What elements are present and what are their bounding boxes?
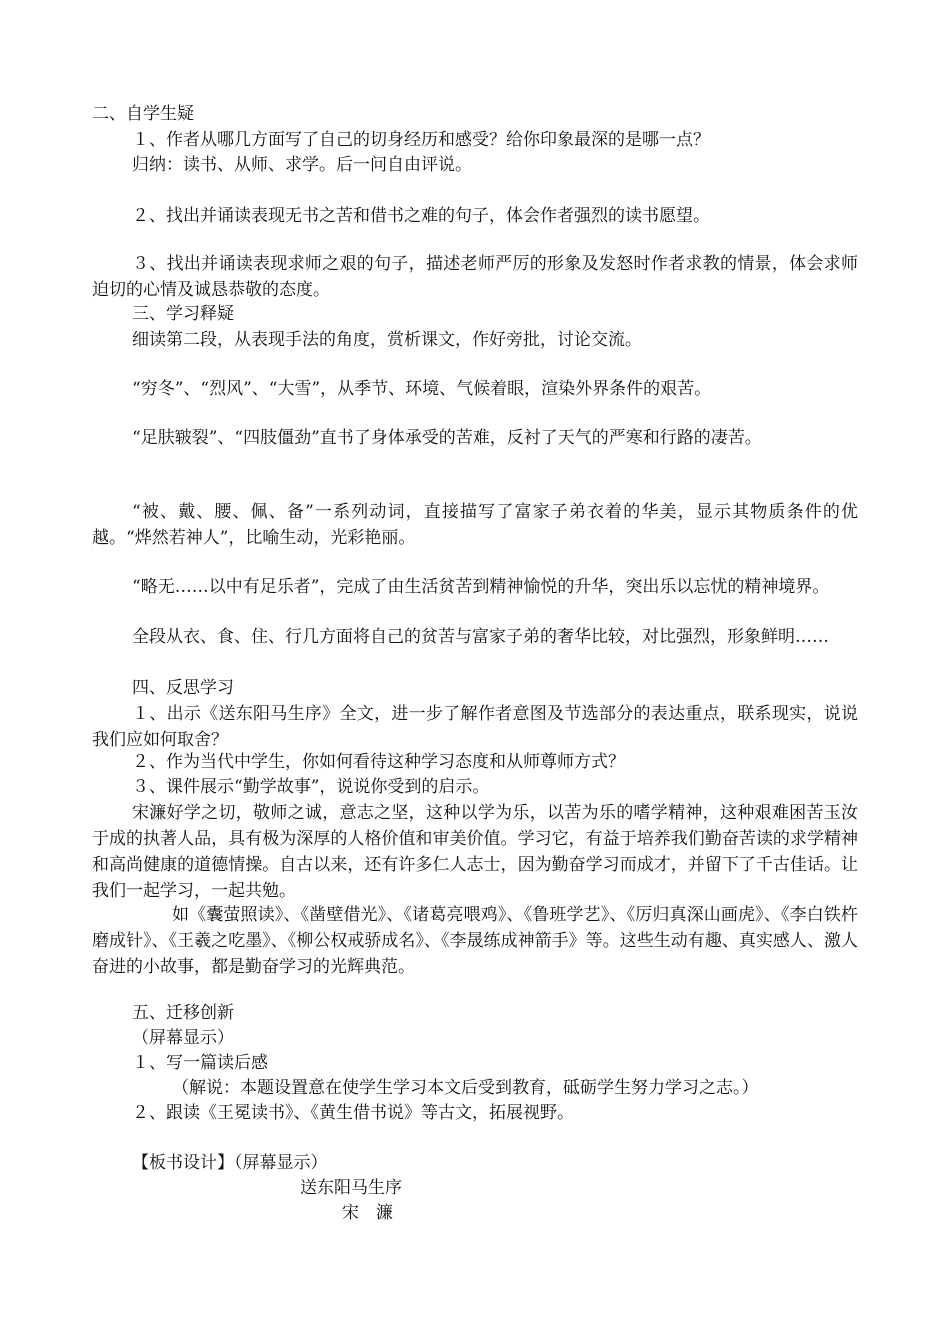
section-4-paragraph-2: 如《囊萤照读》、《凿壁借光》、《诸葛亮喂鸡》、《鲁班学艺》、《厉归真深山画虎》、《李白铁杵磨成针》、《王羲之吃墨》、《柳公权戒骄成名》、《李晟练成神箭手》等。这些生动有趣、真实感人、激人奋进的小故事，都是勤奋学习的光辉典范。: [92, 905, 858, 977]
section-2-heading: 二、自学生疑: [92, 104, 194, 124]
board-author: 宋 濂: [342, 1203, 393, 1223]
section-2-question-2: ２、找出并诵读表现无书之苦和借书之难的句子，体会作者强烈的读书愿望。: [132, 206, 710, 226]
section-4-question-2: ２、作为当代中学生，你如何看待这种学习态度和从师尊师方式？: [132, 752, 625, 772]
section-4-question-1: １、出示《送东阳马生序》全文，进一步了解作者意图及节选部分的表达重点，联系现实，说说我们应如何取舍？: [92, 704, 858, 750]
section-5-explanation: （解说：本题设置意在使学生学习本文后受到教育，砥砺学生努力学习之志。）: [172, 1078, 759, 1098]
section-3-intro: 细读第二段，从表现手法的角度，赏析课文，作好旁批，讨论交流。: [132, 330, 642, 350]
section-2-summary: 归纳：读书、从师、求学。后一问自由评说。: [132, 155, 472, 175]
section-5-item-2: ２、跟读《王冕读书》、《黄生借书说》等古文，拓展视野。: [132, 1103, 574, 1123]
board-title: 送东阳马生序: [300, 1178, 402, 1198]
section-2-question-3: ３、找出并诵读表现求师之艰的句子，描述老师严厉的形象及发怒时作者求教的情景，体会求师迫切的心情及诚恳恭敬的态度。: [92, 254, 858, 300]
section-3-paragraph-2: “足肤皲裂”、“四肢僵劲”直书了身体承受的苦难，反衬了天气的严寒和行路的凄苦。: [132, 428, 762, 448]
board-design-label: 【板书设计】（屏幕显示）: [132, 1153, 328, 1173]
section-5-item-1: １、写一篇读后感: [132, 1053, 268, 1073]
section-3-paragraph-4: “略无……以中有足乐者”，完成了由生活贫苦到精神愉悦的升华，突出乐以忘忧的精神境界。: [132, 577, 830, 597]
section-4-question-3: ３、课件展示“勤学故事”，说说你受到的启示。: [132, 777, 490, 797]
section-5-screen-note: （屏幕显示）: [132, 1028, 234, 1048]
section-2-question-1: １、作者从哪几方面写了自己的切身经历和感受？给你印象最深的是哪一点？: [132, 130, 710, 150]
section-3-paragraph-5: 全段从衣、食、住、行几方面将自己的贫苦与富家子弟的奢华比较，对比强烈，形象鲜明……: [132, 627, 829, 647]
section-4-heading: 四、反思学习: [132, 678, 234, 698]
section-3-heading: 三、学习释疑: [132, 304, 234, 324]
section-3-paragraph-3: “被、戴、腰、佩、备”一系列动词，直接描写了富家子弟衣着的华美，显示其物质条件的优越。“烨然若神人”，比喻生动，光彩艳丽。: [92, 502, 858, 548]
section-5-heading: 五、迁移创新: [132, 1003, 234, 1023]
section-4-paragraph-1: 宋濂好学之切，敬师之诚，意志之坚，这种以学为乐，以苦为乐的嗜学精神，这种艰难困苦玉汝于成的执著人品，具有极为深厚的人格价值和审美价值。学习它，有益于培养我们勤奋苦读的求学精神和高尚健康的道德情操。自古以来，还有许多仁人志士，因为勤奋学习而成才，并留下了千古佳话。让我们一起学习，一起共勉。: [92, 803, 858, 901]
section-3-paragraph-1: “穷冬”、“烈风”、“大雪”，从季节、环境、气候着眼，渲染外界条件的艰苦。: [132, 379, 712, 399]
